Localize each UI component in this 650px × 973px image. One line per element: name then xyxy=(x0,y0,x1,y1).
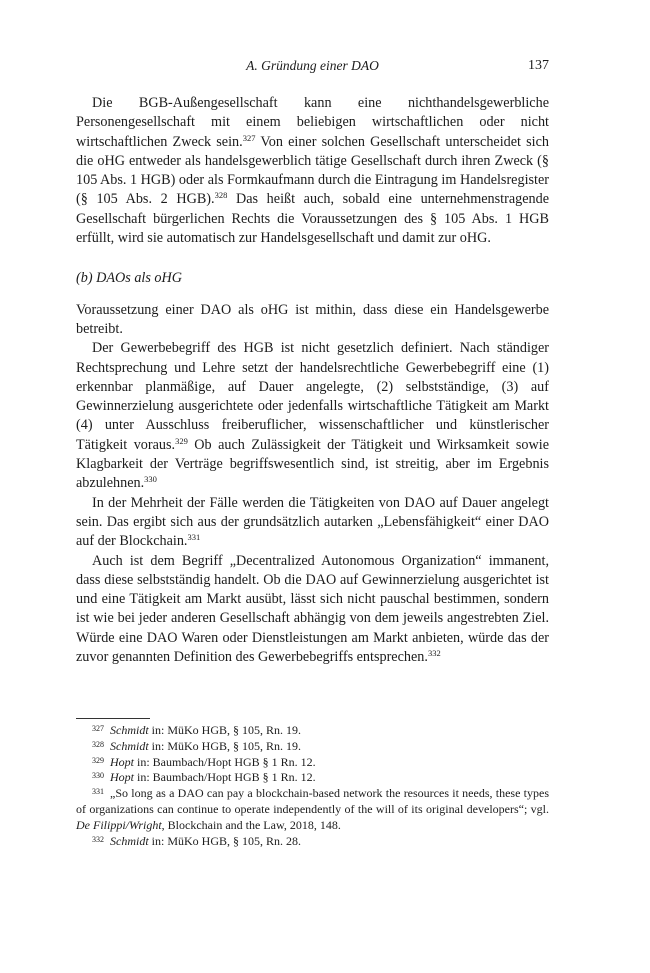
paragraph-text: Die BGB-Außengesellschaft kann eine nichthandelsgewerbliche Personengesellschaft mit einem beliebigen wirtschaftlichen oder nicht wirtschaftlichen Zweck sein. xyxy=(76,95,549,150)
page-header xyxy=(76,58,549,78)
footnote-328 xyxy=(76,739,549,755)
section-heading: (b) DAOs als oHG xyxy=(76,270,183,287)
footnote-ref-329[interactable]: 329 xyxy=(175,435,188,446)
footnote-author: Schmidt xyxy=(110,738,149,753)
footnote-text: , Blockchain and the Law, 2018, 148. xyxy=(161,817,341,832)
footnote-divider xyxy=(76,718,150,719)
paragraph-text: In der Mehrheit der Fälle werden die Tätigkeiten von DAO auf Dauer angelegt sein. Das ergibt sich aus der grundsätzlich autarken „Lebensfähigkeit“ einer DAO auf der Blockchain. xyxy=(76,494,549,550)
footnote-ref-328[interactable]: 328 xyxy=(214,190,228,201)
footnote-author: Schmidt xyxy=(110,723,149,737)
paragraph-5 xyxy=(76,552,549,668)
footnote-text: in: MüKo HGB, § 105, Rn. 19. xyxy=(148,738,302,753)
footnote-330 xyxy=(76,770,549,786)
footnote-text: in: Baumbach/Hopt HGB § 1 Rn. 12. xyxy=(134,754,316,769)
paragraph-2 xyxy=(76,301,549,340)
footnote-number: 332 xyxy=(92,834,104,844)
footnote-text: in: Baumbach/Hopt HGB § 1 Rn. 12. xyxy=(134,770,316,785)
paragraph-text: Ob auch Zulässigkeit der Tätigkeit und Wirksamkeit sowie Klagbarkeit der Verträge begriffswesentlich sind, ist streitig, aber im Ergebnis abzulehnen. xyxy=(76,436,549,492)
footnote-327 xyxy=(76,723,549,739)
body-text xyxy=(76,94,549,667)
footnote-text: in: MüKo HGB, § 105, Rn. 28. xyxy=(148,833,302,848)
footnote-ref-330[interactable]: 330 xyxy=(144,474,157,485)
footnote-number: 328 xyxy=(92,739,104,749)
footnote-332 xyxy=(76,834,549,850)
footnote-ref-332[interactable]: 332 xyxy=(427,648,441,659)
footnote-author: Schmidt xyxy=(110,833,149,848)
paragraph-3 xyxy=(76,339,549,493)
paragraph-text: Von einer solchen Gesellschaft unterscheidet sich die oHG entweder als handelsgewerblich tätige Gesellschaft durch ihren Zweck (§ 105 Abs. 1 HGB) oder als Formkaufmann durch die Eintragung im Handelsregister (§ 105 Abs. 2 HGB). xyxy=(76,133,549,208)
footnote-ref-331[interactable]: 331 xyxy=(187,532,201,543)
footnote-number: 327 xyxy=(92,724,104,733)
paragraph-text: Voraussetzung einer DAO als oHG ist mithin, dass diese ein Handelsgewerbe betreibt. xyxy=(76,301,549,337)
footnote-number: 331 xyxy=(92,787,104,797)
paragraph-4 xyxy=(76,494,549,552)
footnote-331 xyxy=(76,786,549,833)
footnote-text: „So long as a DAO can pay a blockchain-based network the resources it needs, these types of organizations can continue to operate independently of the will of its original developers“; vgl. xyxy=(76,786,549,816)
footnote-number: 330 xyxy=(92,771,104,781)
footnote-author: Hopt xyxy=(110,754,134,769)
page-number: 137 xyxy=(528,58,549,73)
footnotes xyxy=(76,723,549,849)
paragraph-text: Der Gewerbebegriff des HGB ist nicht gesetzlich definiert. Nach ständiger Rechtsprechung und Lehre setzt der handelsrechtliche Gewerbebegriff eine (1) erkennbar planmäßige, auf Dauer angelegte, (2) selbstständige, (3) auf Gewinnerzielung ausgerichtete oder jedenfalls wirtschaftliche Tätigkeit am Markt (4) unter Ausschluss freiberuflicher, wissenschaftlicher und künstlerischer Tätigkeit voraus. xyxy=(76,340,549,453)
paragraph-text: Das heißt auch, sobald eine unternehmenstragende Gesellschaft bürgerlichen Rechts die Voraussetzungen des § 105 Abs. 1 HGB erfüllt, wird sie automatisch zur Handelsgesellschaft und damit zur oHG. xyxy=(76,191,550,247)
footnote-ref-327[interactable]: 327 xyxy=(242,132,256,143)
footnote-number: 329 xyxy=(92,755,104,765)
footnote-author: De Filippi/Wright xyxy=(76,817,162,832)
footnote-author: Hopt xyxy=(110,770,134,785)
paragraph-1 xyxy=(76,94,549,248)
running-head: A. Gründung einer DAO xyxy=(246,58,379,73)
footnote-text: in: MüKo HGB, § 105, Rn. 19. xyxy=(148,723,302,737)
footnote-329 xyxy=(76,755,549,771)
paragraph-text: Auch ist dem Begriff „Decentralized Autonomous Organization“ immanent, dass diese selbstständig handelt. Ob die DAO auf Gewinnerzielung ausgerichtet ist und eine Tätigkeit am Markt ausübt, lässt sich nicht pauschal bestimmen, sondern ist wie bei jeder anderen Gesellschaft abhängig von dem jeweils angestrebten Ziel. Würde eine DAO Waren oder Dienstleistungen am Markt anbieten, würde das der zuvor genannten Definition des Gewerbebegriffs entsprechen. xyxy=(76,552,549,666)
